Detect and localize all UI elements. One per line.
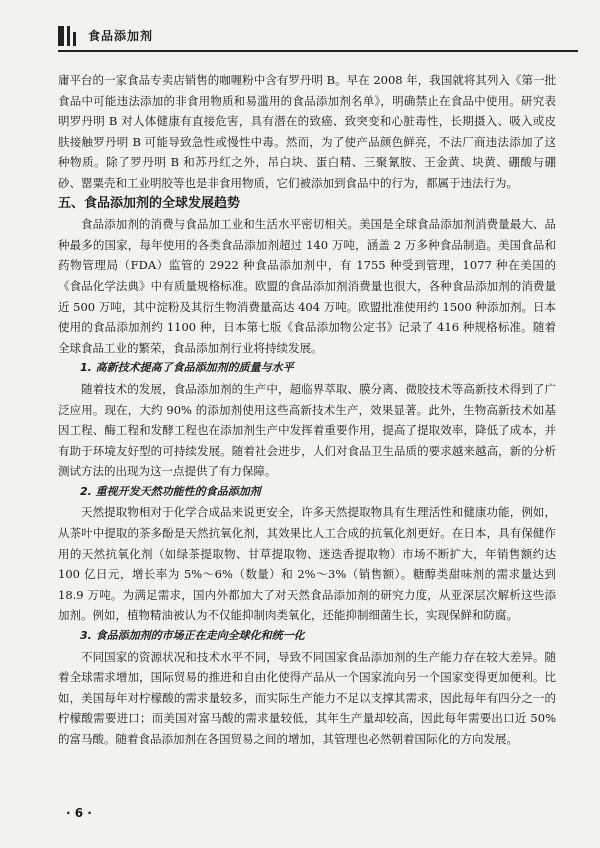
paragraph: 天然提取物相对于化学合成品来说更安全，许多天然提取物具有生理活性和健康功能，例如，从茶叶中提取的茶多酚是天然抗氧化剂，其效果比人工合成的抗氧化剂更好。在日本，具有保健作用的天然抗氧化剂（如绿茶提取物、甘草提取物、迷迭香提取物）市场不断扩大，年销售额约达 100 亿日元，增长率为 5%～6%（数量）和 2%～3%（销售额）。糖醇类甜味剂的需求量达到 18.9 万吨。为满足需求，国内外都加大了对天然食品添加剂的研究力度，从亚深层次解析这些添加剂。例如，植物精油被认为不仅能抑制肉类氧化，还能抑制细菌生长，实现保鲜和防腐。 (58, 505, 556, 623)
paragraph-continued: 庸平台的一家食品专卖店销售的咖喱粉中含有罗丹明 B。早在 2008 年，我国就将其列入《第一批食品中可能违法添加的非食用物质和易滥用的食品添加剂名单》，明确禁止在食品中使用。研究表明罗丹明 B 对人体健康有直接危害，具有潜在的致癌、致突变和心脏毒性，长期摄入、吸入或皮肤接触罗丹明 B 可能导致急性或慢性中毒。然而，为了使产品颜色鲜亮，不法厂商违法添加了这种物质。除了罗丹明 B 和苏丹红之外，吊白块、蛋白精、三聚氰胺、王金黄、块黄、硼酸与硼砂、罂粟壳和工业明胶等也是非食用物质，它们被添加到食品中的行为，都属于违法行为。 (58, 73, 556, 190)
subsection-heading: 2. 重视开发天然功能性的食品添加剂 (80, 484, 261, 498)
page-body (58, 70, 556, 750)
subsection-heading: 1. 高新技术提高了食品添加剂的质量与水平 (80, 361, 294, 375)
page-number: · 6 · (66, 806, 92, 820)
paragraph: 随着技术的发展，食品添加剂的生产中，超临界萃取、膜分离、微胶技术等高新技术得到了广泛应用。现在，大约 90% 的添加剂使用这些高新技术生产，效果显著。此外，生物高新技术如基因工程、酶工程和发酵工程也在添加剂生产中发挥着重要作用，提高了提取效率，降低了成本，并有助于环境友好型的可持续发展。随着社会进步，人们对食品卫生品质的要求越来越高，新的分析测试方法的出现为这一点提供了有力保障。 (58, 381, 556, 479)
section-heading: 五、食品添加剂的全球发展趋势 (58, 195, 241, 211)
subsection-heading: 3. 食品添加剂的市场正在走向全球化和统一化 (80, 629, 305, 643)
paragraph: 食品添加剂的消费与食品加工业和生活水平密切相关。美国是全球食品添加剂消费量最大、品种最多的国家，每年使用的各类食品添加剂超过 140 万吨，涵盖 2 万多种食品制造。美国食品和药物管理局（FDA）监管的 2922 种食品添加剂中，有 1755 种受到管理，1077 种在美国的《食品化学法典》中有质量规格标准。欧盟的食品添加剂消费量也很大，各种食品添加剂的消费量近 500 万吨，其中淀粉及其衍生物消费量高达 404 万吨。欧盟批准使用约 1500 种添加剂。日本使用的食品添加剂约 1100 种，日本第七版《食品添加物公定书》记录了 416 种规格标准。随着全球食品工业的繁荣，食品添加剂行业将持续发展。 (58, 217, 556, 355)
header-title: 食品添加剂 (88, 29, 154, 43)
paragraph: 不同国家的资源状况和技术水平不同，导致不同国家食品添加剂的生产能力存在较大差异。随着全球需求增加，国际贸易的推进和自由化使得产品从一个国家流向另一个国家变得更加便利。比如，美国每年对柠檬酸的需求量较多，而实际生产能力不足以支撑其需求，因此每年有四分之一的柠檬酸需要进口；而美国对富马酸的需求量较低，其年生产量却较高，因此每年需要出口近 50% 的富马酸。随着食品添加剂在各国贸易之间的增加，其管理也必然朝着国际化的方向发展。 (58, 649, 556, 746)
header-bar-icon (58, 26, 80, 46)
header-divider (58, 50, 578, 52)
running-header (58, 20, 578, 58)
